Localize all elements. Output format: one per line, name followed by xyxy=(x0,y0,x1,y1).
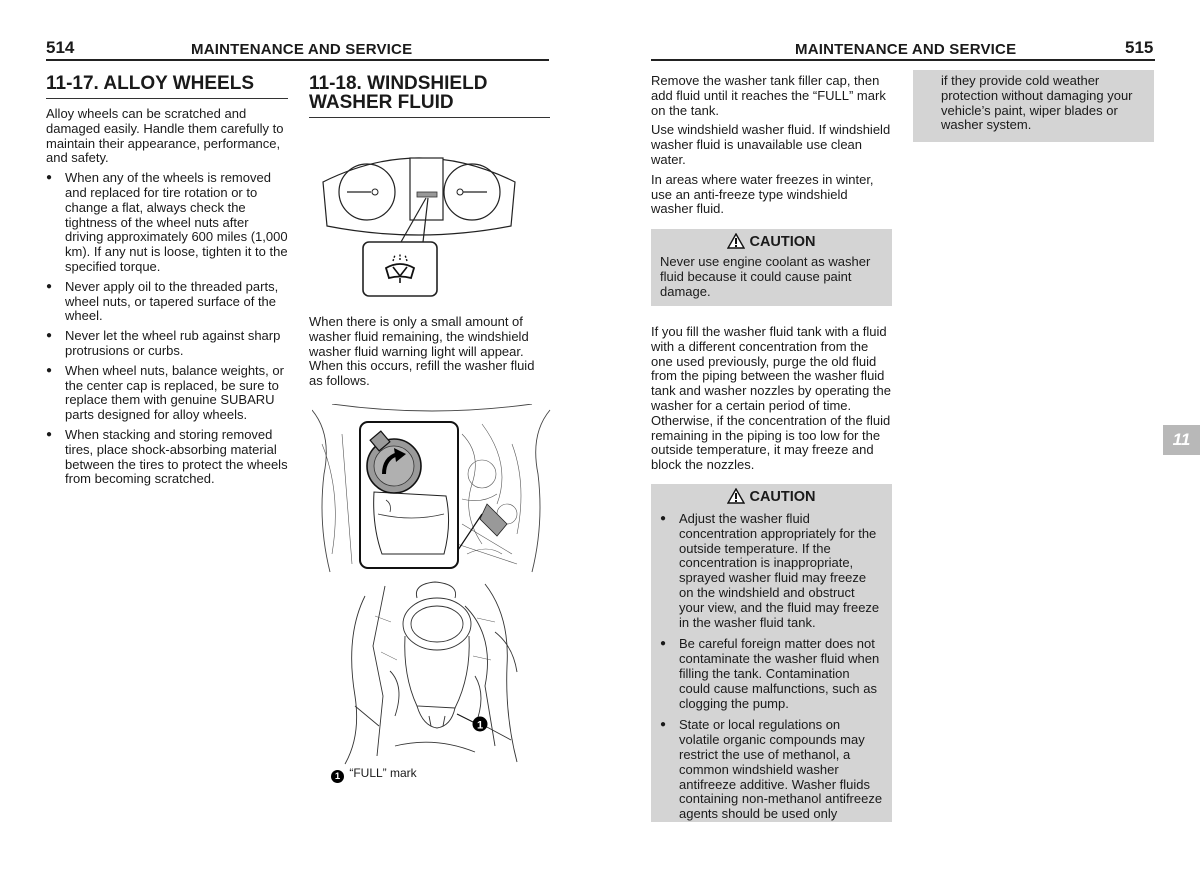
engine-bay-illustration xyxy=(312,404,552,576)
caution-box-2 xyxy=(651,484,892,822)
washer-tank-full-mark-illustration xyxy=(335,576,525,766)
caution-2-bullet: ● Be careful foreign matter does not contaminate the washer fluid when filling the tank. Contamination could cause malfunctions, such as clogging the pump. xyxy=(660,637,883,711)
alloy-intro: Alloy wheels can be scratched and damaged easily. Handle them carefully to maintain their appearance, performance, and safety. xyxy=(46,106,284,166)
caution-2-bullet: ● Adjust the washer fluid concentration appropriately for the outside temperature. If the concentration is inappropriate, sprayed washer fluid may freeze on the windshield and obstruct your view, and the fluid may freeze in the washer fluid tank. xyxy=(660,512,883,630)
caption-callout-number: 1 xyxy=(331,770,344,783)
alloy-bullet: ● Never let the wheel rub against sharp protrusions or curbs. xyxy=(46,329,288,359)
caution-2-label: CAUTION xyxy=(749,489,816,505)
figure-caption xyxy=(331,766,417,783)
alloy-bullet-list xyxy=(46,171,288,487)
page-number-right: 515 xyxy=(1125,38,1154,57)
alloy-wheels-section xyxy=(46,74,288,492)
alloy-bullet: ● When wheel nuts, balance weights, or the center cap is replaced, be sure to replace them with genuine SUBARU parts designed for alloy wheels. xyxy=(46,364,288,423)
fluid-type-paragraph: Use windshield washer fluid. If windshield washer fluid is unavailable use clean water. xyxy=(651,122,891,167)
caution-box-1-text: Never use engine coolant as washer fluid because it could cause paint damage. xyxy=(660,254,871,299)
alloy-title-rule xyxy=(46,98,288,99)
washer-intro: When there is only a small amount of washer fluid remaining, the windshield washer fluid warning light will appear. When this occurs, refill the washer fluid as follows. xyxy=(309,314,535,389)
washer-fluid-title-block xyxy=(309,74,550,118)
right-column-1 xyxy=(651,74,893,217)
warning-triangle-icon xyxy=(727,488,745,504)
caution-2-bullet-list xyxy=(660,512,883,822)
chapter-tab: 11 xyxy=(1163,425,1200,455)
washer-fluid-title-line1: 11-18. WINDSHIELD xyxy=(309,73,488,94)
washer-fluid-title-line2: WASHER FLUID xyxy=(309,92,454,113)
caution-2-bullet: ● State or local regulations on volatile organic compounds may restrict the use of methanol, a common windshield washer antifreeze additive. Washer fluids containing non-methanol antifreeze agents should be used only xyxy=(660,718,883,822)
page-number-left: 514 xyxy=(46,38,75,57)
alloy-wheels-title: 11-17. ALLOY WHEELS xyxy=(46,73,254,94)
refill-paragraph: Remove the washer tank filler cap, then add fluid until it reaches the “FULL” mark on the tank. xyxy=(651,73,886,118)
caution-1-label: CAUTION xyxy=(749,234,816,250)
alloy-bullet: ● When any of the wheels is removed and replaced for tire rotation or to change a flat, always check the tightness of the wheel nuts after driving approximately 600 miles (1,000 km). If any nut is loose, tighten it to the specified torque. xyxy=(46,171,288,275)
caption-text: “FULL” mark xyxy=(349,766,417,780)
instrument-cluster-illustration xyxy=(315,140,523,300)
winter-paragraph: In areas where water freezes in winter, use an anti-freeze type windshield washer fluid. xyxy=(651,171,874,217)
alloy-bullet: ● Never apply oil to the threaded parts, wheel nuts, or tapered surface of the wheel. xyxy=(46,280,288,324)
washer-title-rule xyxy=(309,117,550,118)
header-rule-left xyxy=(46,59,549,61)
caution-box-1 xyxy=(651,229,892,306)
purge-paragraph: If you fill the washer fluid tank with a fluid with a different concentration from the one used previously, purge the old fluid from the piping between the washer fluid tank and washer nozzles by operating the washer for a certain period of time. Otherwise, if the concentration of the fluid remaining in the piping is too low for the outside temperature, it may freeze and block the nozzles. xyxy=(651,324,891,473)
washer-warning-light-inset xyxy=(363,242,437,296)
caution-box-1-title xyxy=(660,229,883,255)
caution-continued-box xyxy=(913,70,1154,142)
header-rule-right xyxy=(651,59,1155,61)
header-title-left: MAINTENANCE AND SERVICE xyxy=(191,41,413,58)
header-title-right: MAINTENANCE AND SERVICE xyxy=(795,41,1017,58)
caution-box-2-title xyxy=(660,484,883,510)
caution-continued-text: if they provide cold weather protection without damaging your vehicle’s paint, wiper blades or washer system. xyxy=(941,73,1133,133)
callout-number: 1 xyxy=(476,719,484,732)
alloy-bullet: ● When stacking and storing removed tires, place shock-absorbing material between the tires to protect the wheels from becoming scratched. xyxy=(46,428,288,487)
warning-triangle-icon xyxy=(727,233,745,249)
